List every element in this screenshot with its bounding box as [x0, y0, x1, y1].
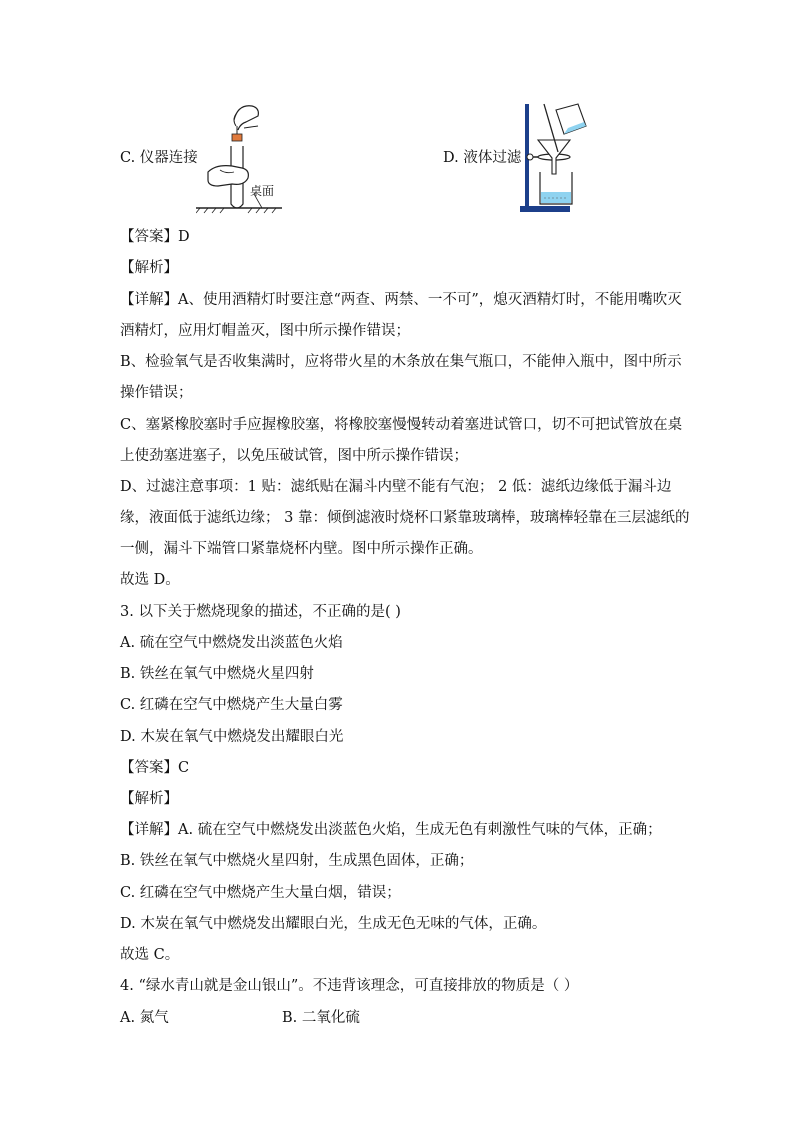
q2-detail-line: 上使劲塞进塞子，以免压破试管，图中所示操作错误；: [120, 448, 468, 464]
q2-detail-line: B、检验氧气是否收集满时，应将带火星的木条放在集气瓶口，不能伸入瓶中，图中所示: [120, 354, 682, 370]
q3-option-b: B. 铁丝在氧气中燃烧火星四射: [120, 666, 314, 682]
q3-option-c: C. 红磷在空气中燃烧产生大量白雾: [120, 697, 343, 713]
q2-answer: 【答案】D: [120, 229, 190, 245]
q3-detail-line: 【详解】A. 硫在空气中燃烧发出淡蓝色火焰，生成无色有刺激性气味的气体，正确；: [120, 822, 662, 838]
q3-detail-line: B. 铁丝在氧气中燃烧火星四射，生成黑色固体，正确；: [120, 853, 474, 869]
q2-detail-line: 【详解】A、使用酒精灯时要注意“两查、两禁、一不可”，熄灭酒精灯时，不能用嘴吹灭: [120, 292, 682, 308]
q4-stem: 4. “绿水青山就是金山银山”。不违背该理念，可直接排放的物质是（ ）: [120, 978, 579, 994]
q3-conclusion: 故选 C。: [120, 947, 180, 963]
q3-detail-line: D. 木炭在氧气中燃烧发出耀眼白光，生成无色无味的气体，正确。: [120, 916, 547, 932]
q2-analysis-heading: 【解析】: [120, 260, 178, 276]
q3-stem: 3. 以下关于燃烧现象的描述，不正确的是( ): [120, 604, 401, 620]
figure-d-illustration: [516, 102, 596, 214]
q2-detail-line: 缘，液面低于滤纸边缘； 3 靠：倾倒滤液时烧杯口紧靠玻璃棒，玻璃棒轻靠在三层滤纸的: [120, 510, 690, 526]
q2-detail-line: D、过滤注意事项：1 贴：滤纸贴在漏斗内壁不能有气泡； 2 低：滤纸边缘低于漏斗边: [120, 479, 672, 495]
q4-option-a: A. 氮气: [120, 1010, 169, 1026]
figure-c-label: C. 仪器连接: [120, 150, 198, 166]
desk-label: 桌面: [250, 184, 275, 198]
q3-detail-line: C. 红磷在空气中燃烧产生大量白烟，错误；: [120, 885, 401, 901]
q2-detail-line: C、塞紧橡胶塞时手应握橡胶塞，将橡胶塞慢慢转动着塞进试管口，切不可把试管放在桌: [120, 417, 683, 433]
figure-d-label: D. 液体过滤: [443, 150, 522, 166]
q2-detail-line: 操作错误；: [120, 385, 193, 401]
q3-option-d: D. 木炭在氧气中燃烧发出耀眼白光: [120, 729, 344, 745]
q2-detail-line: 酒精灯，应用灯帽盖灭，图中所示操作错误；: [120, 323, 410, 339]
q4-option-b: B. 二氧化硫: [282, 1010, 360, 1026]
q2-detail-line: 一侧，漏斗下端管口紧靠烧杯内壁。图中所示操作正确。: [120, 541, 483, 557]
q3-option-a: A. 硫在空气中燃烧发出淡蓝色火焰: [120, 635, 343, 651]
q3-answer: 【答案】C: [120, 760, 190, 776]
q2-conclusion: 故选 D。: [120, 572, 180, 588]
q3-analysis-heading: 【解析】: [120, 791, 178, 807]
